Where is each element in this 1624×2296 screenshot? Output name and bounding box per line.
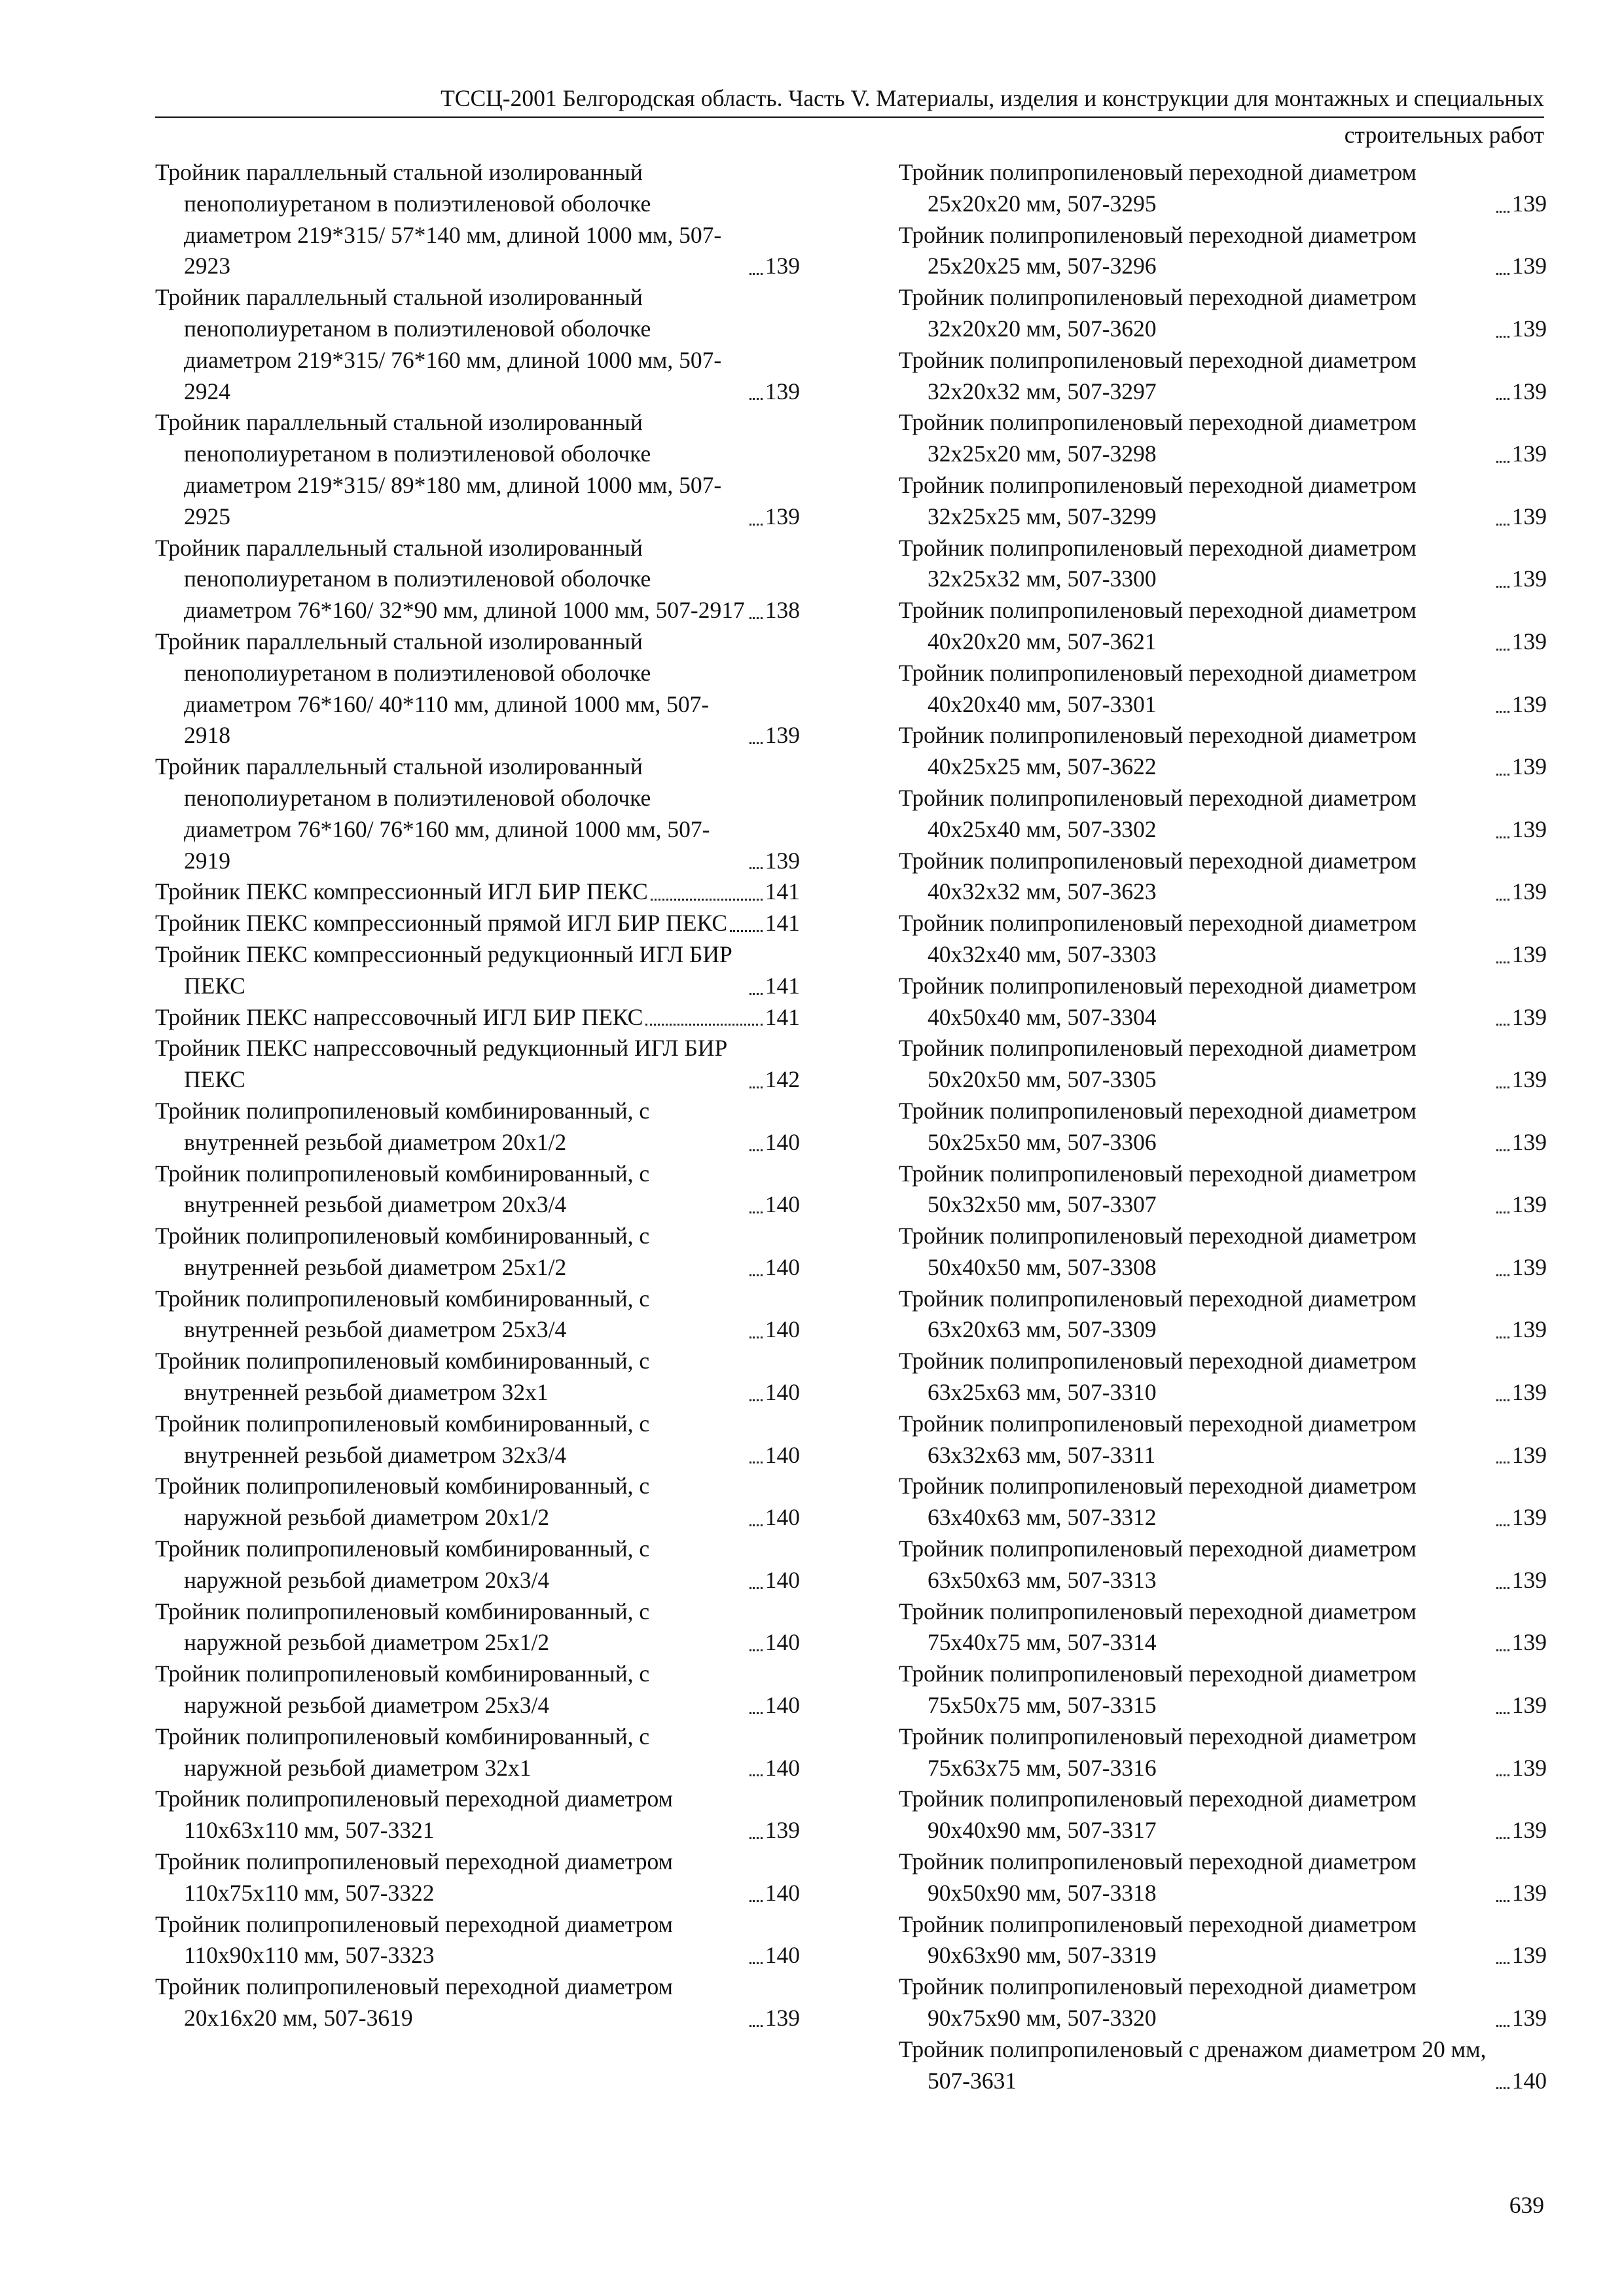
entry-page-number: 140 <box>765 1692 800 1719</box>
entry-text: Тройник полипропиленовый переходной диаметром 40х20х20 мм, 507-3621 <box>899 597 1417 655</box>
index-entry <box>899 1221 1547 1283</box>
entry-page-number: 139 <box>1511 1942 1547 1969</box>
entry-text: Тройник полипропиленовый переходной диаметром 90х40х90 мм, 507-3317 <box>899 1785 1417 1844</box>
index-entry <box>155 939 800 1002</box>
dot-leader <box>1496 1962 1509 1964</box>
index-entry <box>899 533 1547 596</box>
entry-page-number: 139 <box>1511 1316 1547 1343</box>
page-number: 639 <box>1509 2192 1544 2218</box>
index-entry <box>899 407 1547 470</box>
dot-leader <box>749 1462 763 1463</box>
entry-page-number: 139 <box>1511 1379 1547 1406</box>
index-entry <box>155 1033 800 1096</box>
entry-page-number: 139 <box>765 722 800 749</box>
entry-text: Тройник полипропиленовый переходной диаметром 40х32х32 мм, 507-3623 <box>899 847 1417 905</box>
dot-leader <box>1496 961 1509 963</box>
dot-leader <box>1496 1211 1509 1213</box>
dot-leader <box>749 617 763 619</box>
index-entry <box>155 1784 800 1846</box>
dot-leader <box>749 1211 763 1213</box>
entry-text: Тройник ПЕКС напрессовочный редукционный ИГЛ БИР ПЕКС <box>155 1035 728 1093</box>
entry-text: Тройник полипропиленовый переходной диаметром 32х25х20 мм, 507-3298 <box>899 409 1417 467</box>
index-entry <box>899 1971 1547 2034</box>
entry-page-number: 139 <box>1511 878 1547 905</box>
dot-leader <box>749 1712 763 1714</box>
entry-page-number: 139 <box>1511 565 1547 592</box>
header-rule <box>155 117 1544 118</box>
entry-text: Тройник полипропиленовый комбинированный, с наружной резьбой диаметром 32х1 <box>155 1723 650 1781</box>
entry-page-number: 139 <box>1511 1629 1547 1656</box>
entry-page-number: 140 <box>765 1316 800 1343</box>
dot-leader <box>730 930 763 932</box>
entry-text: Тройник полипропиленовый переходной диаметром 50х40х50 мм, 507-3308 <box>899 1223 1417 1280</box>
dot-leader <box>1496 711 1509 713</box>
entry-text: Тройник полипропиленовый переходной диаметром 40х20х40 мм, 507-3301 <box>899 659 1417 717</box>
entry-page-number: 139 <box>765 378 800 404</box>
dot-leader <box>1496 1336 1509 1338</box>
entry-text: Тройник ПЕКС напрессовочный ИГЛ БИР ПЕКС <box>155 1003 643 1030</box>
index-entry <box>155 908 800 939</box>
dot-leader <box>749 1649 763 1651</box>
entry-text: Тройник параллельный стальной изолированный пенополиуретаном в полиэтиленовой оболочке диаметром 76*160/ 32*90 мм, длиной 1000 мм, 507-2917 <box>155 534 745 624</box>
index-entry <box>155 1534 800 1596</box>
index-entry <box>899 1846 1547 1909</box>
entry-text: Тройник полипропиленовый переходной диаметром 75х40х75 мм, 507-3314 <box>899 1598 1417 1656</box>
dot-leader <box>1496 461 1509 463</box>
index-entry <box>899 157 1547 220</box>
index-entry <box>155 1221 800 1283</box>
entry-text: Тройник полипропиленовый переходной диаметром 63х40х63 мм, 507-3312 <box>899 1473 1417 1531</box>
dot-leader <box>1496 649 1509 651</box>
dot-leader <box>1496 336 1509 338</box>
entry-page-number: 140 <box>765 1253 800 1280</box>
dot-leader <box>749 398 763 400</box>
entry-text: Тройник полипропиленовый переходной диаметром 75х63х75 мм, 507-3316 <box>899 1723 1417 1781</box>
entry-text: Тройник полипропиленовый переходной диаметром 40х50х40 мм, 507-3304 <box>899 972 1417 1030</box>
index-entry <box>155 1909 800 1972</box>
entry-text: Тройник полипропиленовый переходной диаметром 25х20х20 мм, 507-3295 <box>899 159 1417 217</box>
index-entry <box>899 1283 1547 1346</box>
dot-leader <box>1496 211 1509 213</box>
dot-leader <box>1496 1649 1509 1651</box>
entry-text: Тройник параллельный стальной изолированный пенополиуретаном в полиэтиленовой оболочке диаметром 76*160/ 40*110 мм, длиной 1000 мм, 507-2918 <box>155 628 710 749</box>
entry-page-number: 141 <box>765 1003 800 1030</box>
index-entry <box>899 1408 1547 1471</box>
dot-leader <box>1496 1274 1509 1276</box>
index-entry <box>899 1471 1547 1534</box>
dot-leader <box>1496 1399 1509 1401</box>
entry-text: Тройник параллельный стальной изолированный пенополиуретаном в полиэтиленовой оболочке диаметром 219*315/ 89*180 мм, длиной 1000 мм, 507-2925 <box>155 409 722 529</box>
entry-page-number: 139 <box>765 847 800 874</box>
dot-leader <box>1496 2087 1509 2089</box>
dot-leader <box>749 1587 763 1589</box>
entry-text: Тройник полипропиленовый переходной диаметром 63х50х63 мм, 507-3313 <box>899 1535 1417 1593</box>
entry-text: Тройник полипропиленовый переходной диаметром 40х32х40 мм, 507-3303 <box>899 910 1417 967</box>
entry-text: Тройник полипропиленовый переходной диаметром 63х32х63 мм, 507-3311 <box>899 1410 1417 1468</box>
entry-text: Тройник полипропиленовый переходной диаметром 110х90х110 мм, 507-3323 <box>155 1910 674 1969</box>
dot-leader <box>749 1086 763 1088</box>
index-entry <box>899 1909 1547 1972</box>
entry-page-number: 139 <box>1511 1066 1547 1093</box>
entry-page-number: 139 <box>1511 1191 1547 1218</box>
entry-text: Тройник полипропиленовый переходной диаметром 32х25х25 мм, 507-3299 <box>899 471 1417 529</box>
index-entry <box>899 1596 1547 1659</box>
index-entry <box>899 1158 1547 1221</box>
entry-page-number: 142 <box>765 1066 800 1093</box>
entry-text: Тройник полипропиленовый комбинированный, с внутренней резьбой диаметром 20х1/2 <box>155 1097 650 1155</box>
entry-text: Тройник полипропиленовый переходной диаметром 50х25х50 мм, 507-3306 <box>899 1097 1417 1155</box>
index-entry <box>155 751 800 876</box>
entry-page-number: 139 <box>765 503 800 529</box>
dot-leader <box>1496 1837 1509 1839</box>
entry-page-number: 139 <box>1511 253 1547 279</box>
entry-page-number: 139 <box>1511 190 1547 217</box>
dot-leader <box>749 1399 763 1401</box>
entry-page-number: 139 <box>1511 1879 1547 1906</box>
entry-page-number: 139 <box>1511 2005 1547 2032</box>
dot-leader <box>1496 774 1509 776</box>
entry-page-number: 139 <box>1511 1566 1547 1593</box>
index-entry <box>155 1408 800 1471</box>
dot-leader <box>749 524 763 526</box>
dot-leader <box>749 273 763 275</box>
entry-text: Тройник полипропиленовый комбинированный, с внутренней резьбой диаметром 20х3/4 <box>155 1160 650 1218</box>
dot-leader <box>749 1900 763 1902</box>
index-entry <box>899 1721 1547 1784</box>
index-entry <box>155 626 800 751</box>
entry-page-number: 140 <box>765 1879 800 1906</box>
entry-page-number: 139 <box>1511 816 1547 842</box>
dot-leader <box>1496 1524 1509 1526</box>
entry-text: Тройник полипропиленовый переходной диаметром 20х16х20 мм, 507-3619 <box>155 1973 674 2032</box>
entry-text: Тройник полипропиленовый переходной диаметром 90х50х90 мм, 507-3318 <box>899 1848 1417 1906</box>
index-entry <box>155 1596 800 1659</box>
index-column-right <box>899 157 1547 2096</box>
index-entry <box>899 345 1547 408</box>
entry-page-number: 140 <box>765 1441 800 1468</box>
index-entry <box>899 282 1547 345</box>
index-entry <box>155 1971 800 2034</box>
index-entry <box>899 971 1547 1033</box>
entry-text: Тройник полипропиленовый комбинированный, с наружной резьбой диаметром 25х3/4 <box>155 1660 650 1719</box>
entry-page-number: 139 <box>1511 1253 1547 1280</box>
entry-page-number: 139 <box>1511 1003 1547 1030</box>
entry-text: Тройник полипропиленовый переходной диаметром 63х25х63 мм, 507-3310 <box>899 1348 1417 1406</box>
entry-page-number: 141 <box>765 910 800 937</box>
dot-leader <box>1496 1462 1509 1463</box>
entry-text: Тройник полипропиленовый переходной диаметром 32х25х32 мм, 507-3300 <box>899 534 1417 592</box>
index-entry <box>899 595 1547 658</box>
entry-text: Тройник полипропиленовый переходной диаметром 32х20х32 мм, 507-3297 <box>899 346 1417 404</box>
index-entry <box>155 1002 800 1033</box>
entry-text: Тройник полипропиленовый переходной диаметром 40х25х40 мм, 507-3302 <box>899 784 1417 842</box>
entry-text: Тройник полипропиленовый комбинированный, с внутренней резьбой диаметром 32х3/4 <box>155 1410 650 1468</box>
index-entry <box>899 1346 1547 1408</box>
entry-page-number: 139 <box>1511 753 1547 780</box>
entry-page-number: 139 <box>1511 1692 1547 1719</box>
dot-leader <box>749 993 763 995</box>
index-entry <box>155 1158 800 1221</box>
dot-leader <box>1496 586 1509 588</box>
entry-page-number: 139 <box>765 2005 800 2032</box>
entry-page-number: 139 <box>765 253 800 279</box>
index-entry <box>155 1721 800 1784</box>
entry-text: Тройник полипропиленовый комбинированный, с наружной резьбой диаметром 20х3/4 <box>155 1535 650 1593</box>
dot-leader <box>749 1336 763 1338</box>
dot-leader <box>1496 273 1509 275</box>
dot-leader <box>749 1524 763 1526</box>
entry-text: Тройник полипропиленовый комбинированный, с наружной резьбой диаметром 25х1/2 <box>155 1598 650 1656</box>
entry-page-number: 139 <box>1511 628 1547 655</box>
entry-page-number: 140 <box>765 1128 800 1155</box>
dot-leader <box>1496 1712 1509 1714</box>
entry-page-number: 140 <box>1511 2067 1547 2094</box>
entry-page-number: 140 <box>765 1629 800 1656</box>
entry-page-number: 141 <box>765 878 800 905</box>
entry-text: Тройник полипропиленовый переходной диаметром 75х50х75 мм, 507-3315 <box>899 1660 1417 1719</box>
index-entry <box>899 1033 1547 1096</box>
index-entry <box>155 1471 800 1534</box>
entry-text: Тройник полипропиленовый переходной диаметром 50х20х50 мм, 507-3305 <box>899 1035 1417 1093</box>
entry-page-number: 139 <box>1511 691 1547 717</box>
index-entry <box>899 470 1547 533</box>
entry-text: Тройник полипропиленовый переходной диаметром 50х32х50 мм, 507-3307 <box>899 1160 1417 1218</box>
dot-leader <box>749 1149 763 1151</box>
dot-leader <box>651 899 763 901</box>
entry-text: Тройник полипропиленовый переходной диаметром 110х63х110 мм, 507-3321 <box>155 1785 674 1844</box>
entry-text: Тройник полипропиленовый комбинированный, с внутренней резьбой диаметром 25х3/4 <box>155 1285 650 1343</box>
index-entry <box>155 876 800 908</box>
dot-leader <box>1496 398 1509 400</box>
entry-text: Тройник полипропиленовый переходной диаметром 90х63х90 мм, 507-3319 <box>899 1910 1417 1969</box>
entry-page-number: 139 <box>1511 1128 1547 1155</box>
dot-leader <box>1496 1086 1509 1088</box>
entry-text: Тройник полипропиленовый переходной диаметром 90х75х90 мм, 507-3320 <box>899 1973 1417 2032</box>
dot-leader <box>1496 1900 1509 1902</box>
index-entry <box>899 720 1547 783</box>
index-entry <box>155 407 800 532</box>
index-entry <box>899 908 1547 971</box>
index-entry <box>899 1659 1547 1721</box>
dot-leader <box>1496 899 1509 901</box>
entry-page-number: 140 <box>765 1942 800 1969</box>
entry-text: Тройник полипропиленовый комбинированный, с наружной резьбой диаметром 20х1/2 <box>155 1473 650 1531</box>
entry-page-number: 140 <box>765 1504 800 1531</box>
entry-page-number: 141 <box>765 972 800 999</box>
dot-leader <box>1496 1587 1509 1589</box>
dot-leader <box>1496 524 1509 526</box>
entry-page-number: 139 <box>765 1817 800 1844</box>
entry-text: Тройник полипропиленовый комбинированный, с внутренней резьбой диаметром 25х1/2 <box>155 1223 650 1280</box>
index-entry <box>155 1346 800 1408</box>
entry-text: Тройник ПЕКС компрессионный прямой ИГЛ БИР ПЕКС <box>155 910 728 937</box>
entry-text: Тройник полипропиленовый переходной диаметром 32х20х20 мм, 507-3620 <box>899 284 1417 342</box>
entry-text: Тройник параллельный стальной изолированный пенополиуретаном в полиэтиленовой оболочке диаметром 219*315/ 57*140 мм, длиной 1000 мм, 507-2923 <box>155 159 722 279</box>
dot-leader <box>749 742 763 744</box>
index-entry <box>899 1096 1547 1158</box>
index-entry <box>899 1784 1547 1846</box>
entry-page-number: 139 <box>1511 1817 1547 1844</box>
entry-text: Тройник полипропиленовый переходной диаметром 25х20х25 мм, 507-3296 <box>899 221 1417 279</box>
entry-page-number: 139 <box>1511 1754 1547 1781</box>
entry-text: Тройник полипропиленовый переходной диаметром 63х20х63 мм, 507-3309 <box>899 1285 1417 1343</box>
dot-leader <box>749 2025 763 2027</box>
entry-page-number: 139 <box>1511 378 1547 404</box>
dot-leader <box>1496 1149 1509 1151</box>
index-entry <box>899 2034 1547 2097</box>
dot-leader <box>645 1024 762 1026</box>
entry-text: Тройник полипропиленовый с дренажом диаметром 20 мм, 507-3631 <box>899 2036 1487 2094</box>
entry-page-number: 140 <box>765 1754 800 1781</box>
header-title: ТССЦ-2001 Белгородская область. Часть V. Материалы, изделия и конструкции для монтажных и специальных <box>441 85 1544 111</box>
entry-text: Тройник ПЕКС компрессионный редукционный ИГЛ БИР ПЕКС <box>155 941 732 999</box>
index-entry <box>155 1283 800 1346</box>
page-header <box>155 82 1544 151</box>
entry-page-number: 139 <box>1511 503 1547 529</box>
index-entry <box>155 282 800 407</box>
entry-text: Тройник параллельный стальной изолированный пенополиуретаном в полиэтиленовой оболочке диаметром 76*160/ 76*160 мм, длиной 1000 мм, 507-2919 <box>155 753 710 874</box>
entry-page-number: 140 <box>765 1191 800 1218</box>
dot-leader <box>749 1774 763 1776</box>
index-entry <box>899 783 1547 846</box>
index-entry <box>155 1096 800 1158</box>
entry-page-number: 139 <box>1511 1504 1547 1531</box>
entry-page-number: 139 <box>1511 440 1547 467</box>
index-entry <box>899 1534 1547 1596</box>
dot-leader <box>1496 1774 1509 1776</box>
index-entry <box>899 220 1547 283</box>
dot-leader <box>749 1837 763 1839</box>
dot-leader <box>749 867 763 869</box>
entry-text: Тройник полипропиленовый переходной диаметром 110х75х110 мм, 507-3322 <box>155 1848 674 1906</box>
entry-page-number: 139 <box>1511 315 1547 342</box>
entry-text: Тройник полипропиленовый переходной диаметром 40х25х25 мм, 507-3622 <box>899 722 1417 780</box>
entry-text: Тройник полипропиленовый комбинированный, с внутренней резьбой диаметром 32х1 <box>155 1348 650 1406</box>
index-entry <box>155 1846 800 1909</box>
entry-text: Тройник ПЕКС компрессионный ИГЛ БИР ПЕКС <box>155 878 648 905</box>
entry-page-number: 139 <box>1511 1441 1547 1468</box>
entry-text: Тройник параллельный стальной изолированный пенополиуретаном в полиэтиленовой оболочке диаметром 219*315/ 76*160 мм, длиной 1000 мм, 507-2924 <box>155 284 722 404</box>
index-entry <box>155 157 800 282</box>
dot-leader <box>1496 836 1509 838</box>
index-entry <box>899 846 1547 908</box>
entry-page-number: 138 <box>765 597 800 624</box>
entry-page-number: 140 <box>765 1379 800 1406</box>
dot-leader <box>749 1962 763 1964</box>
dot-leader <box>1496 2025 1509 2027</box>
index-entry <box>155 533 800 626</box>
entry-page-number: 139 <box>1511 941 1547 967</box>
index-column-left <box>155 157 800 2034</box>
index-entry <box>155 1659 800 1721</box>
header-subtitle: строительных работ <box>1344 122 1544 148</box>
entry-page-number: 140 <box>765 1566 800 1593</box>
dot-leader <box>749 1274 763 1276</box>
index-entry <box>899 658 1547 721</box>
dot-leader <box>1496 1024 1509 1026</box>
